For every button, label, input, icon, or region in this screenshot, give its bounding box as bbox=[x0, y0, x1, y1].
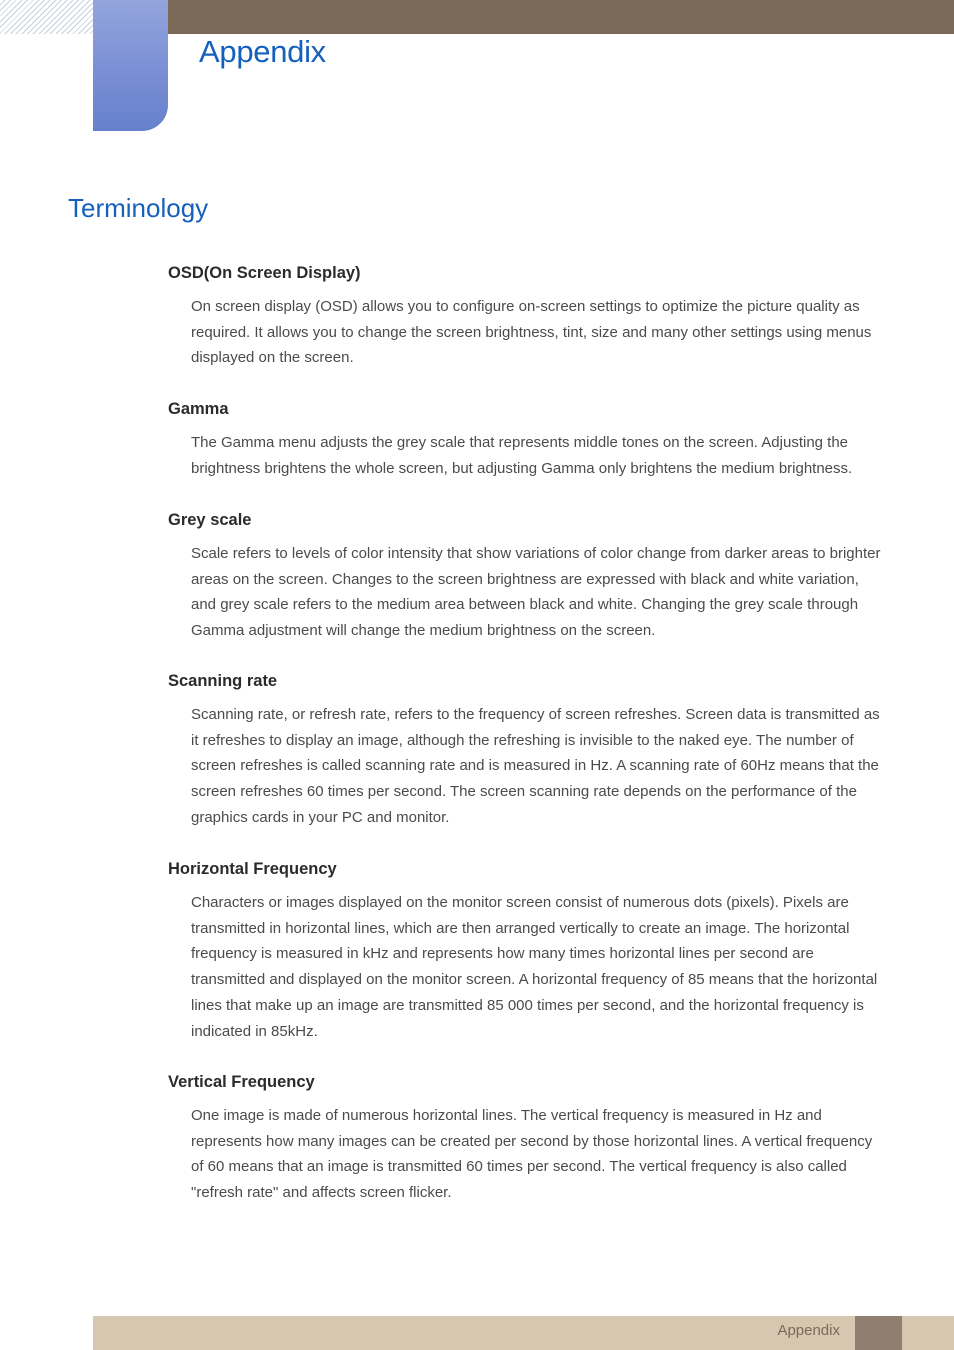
footer-bar bbox=[93, 1316, 954, 1350]
header-hatch-pattern bbox=[0, 0, 93, 34]
section-title: Terminology bbox=[68, 193, 209, 223]
term-vertical-frequency bbox=[168, 1069, 888, 1206]
chapter-title: Appendix bbox=[199, 34, 326, 69]
page-number-box bbox=[855, 1316, 902, 1350]
term-body: Scale refers to levels of color intensity that show variations of color change from darker areas to brighter areas on the screen. Changes to the screen brightness are expressed with black and white variation, and grey scale refers to the medium area between black and white. Changing the grey scale through Gamma adjustment will change the medium brightness on the screen. bbox=[191, 545, 881, 640]
term-scanning-rate bbox=[168, 668, 888, 831]
term-body: One image is made of numerous horizontal lines. The vertical frequency is measured in Hz and represents how many images can be created per second by those horizontal lines. A vertical frequency of 60 means that an image is transmitted 60 times per second. The vertical frequency is also called "refresh rate" and affects screen flicker. bbox=[191, 1107, 873, 1202]
term-body: On screen display (OSD) allows you to configure on-screen settings to optimize the picture quality as required. It allows you to change the screen brightness, tint, size and many other settings using menus displayed on the screen. bbox=[191, 298, 872, 367]
term-body: Scanning rate, or refresh rate, refers to the frequency of screen refreshes. Screen data is transmitted as it refreshes to display an image, although the refreshing is invisible to the naked eye. The number of screen refreshes is called scanning rate and is measured in Hz. A scanning rate of 60Hz means that the screen refreshes 60 times per second. The screen scanning rate depends on the performance of the graphics cards in your PC and monitor. bbox=[191, 706, 880, 826]
footer-chapter-label: Appendix bbox=[777, 1322, 840, 1339]
term-body: Characters or images displayed on the monitor screen consist of numerous dots (pixels). Pixels are transmitted in horizontal lines, which are then arranged vertically to create an image. The horizontal frequency is measured in kHz and represents how many times horizontal lines per second are transmitted and displayed on the monitor screen. A horizontal frequency of 85 means that the horizontal lines that make up an image are transmitted 85 000 times per second, and the horizontal frequency is indicated in 85kHz. bbox=[191, 894, 878, 1040]
header-bar bbox=[168, 0, 954, 34]
term-heading: Vertical Frequency bbox=[168, 1073, 315, 1091]
term-grey-scale bbox=[168, 507, 888, 644]
term-heading: Horizontal Frequency bbox=[168, 860, 337, 878]
term-heading: OSD(On Screen Display) bbox=[168, 264, 361, 282]
term-heading: Grey scale bbox=[168, 511, 252, 529]
term-osd bbox=[168, 260, 888, 371]
term-horizontal-frequency bbox=[168, 856, 888, 1044]
chapter-tab bbox=[93, 0, 168, 131]
term-body: The Gamma menu adjusts the grey scale that represents middle tones on the screen. Adjusting the brightness brightens the whole screen, but adjusting Gamma only brightens the medium brightness. bbox=[191, 434, 853, 477]
term-heading: Scanning rate bbox=[168, 672, 278, 690]
term-heading: Gamma bbox=[168, 400, 229, 418]
term-gamma bbox=[168, 396, 888, 481]
